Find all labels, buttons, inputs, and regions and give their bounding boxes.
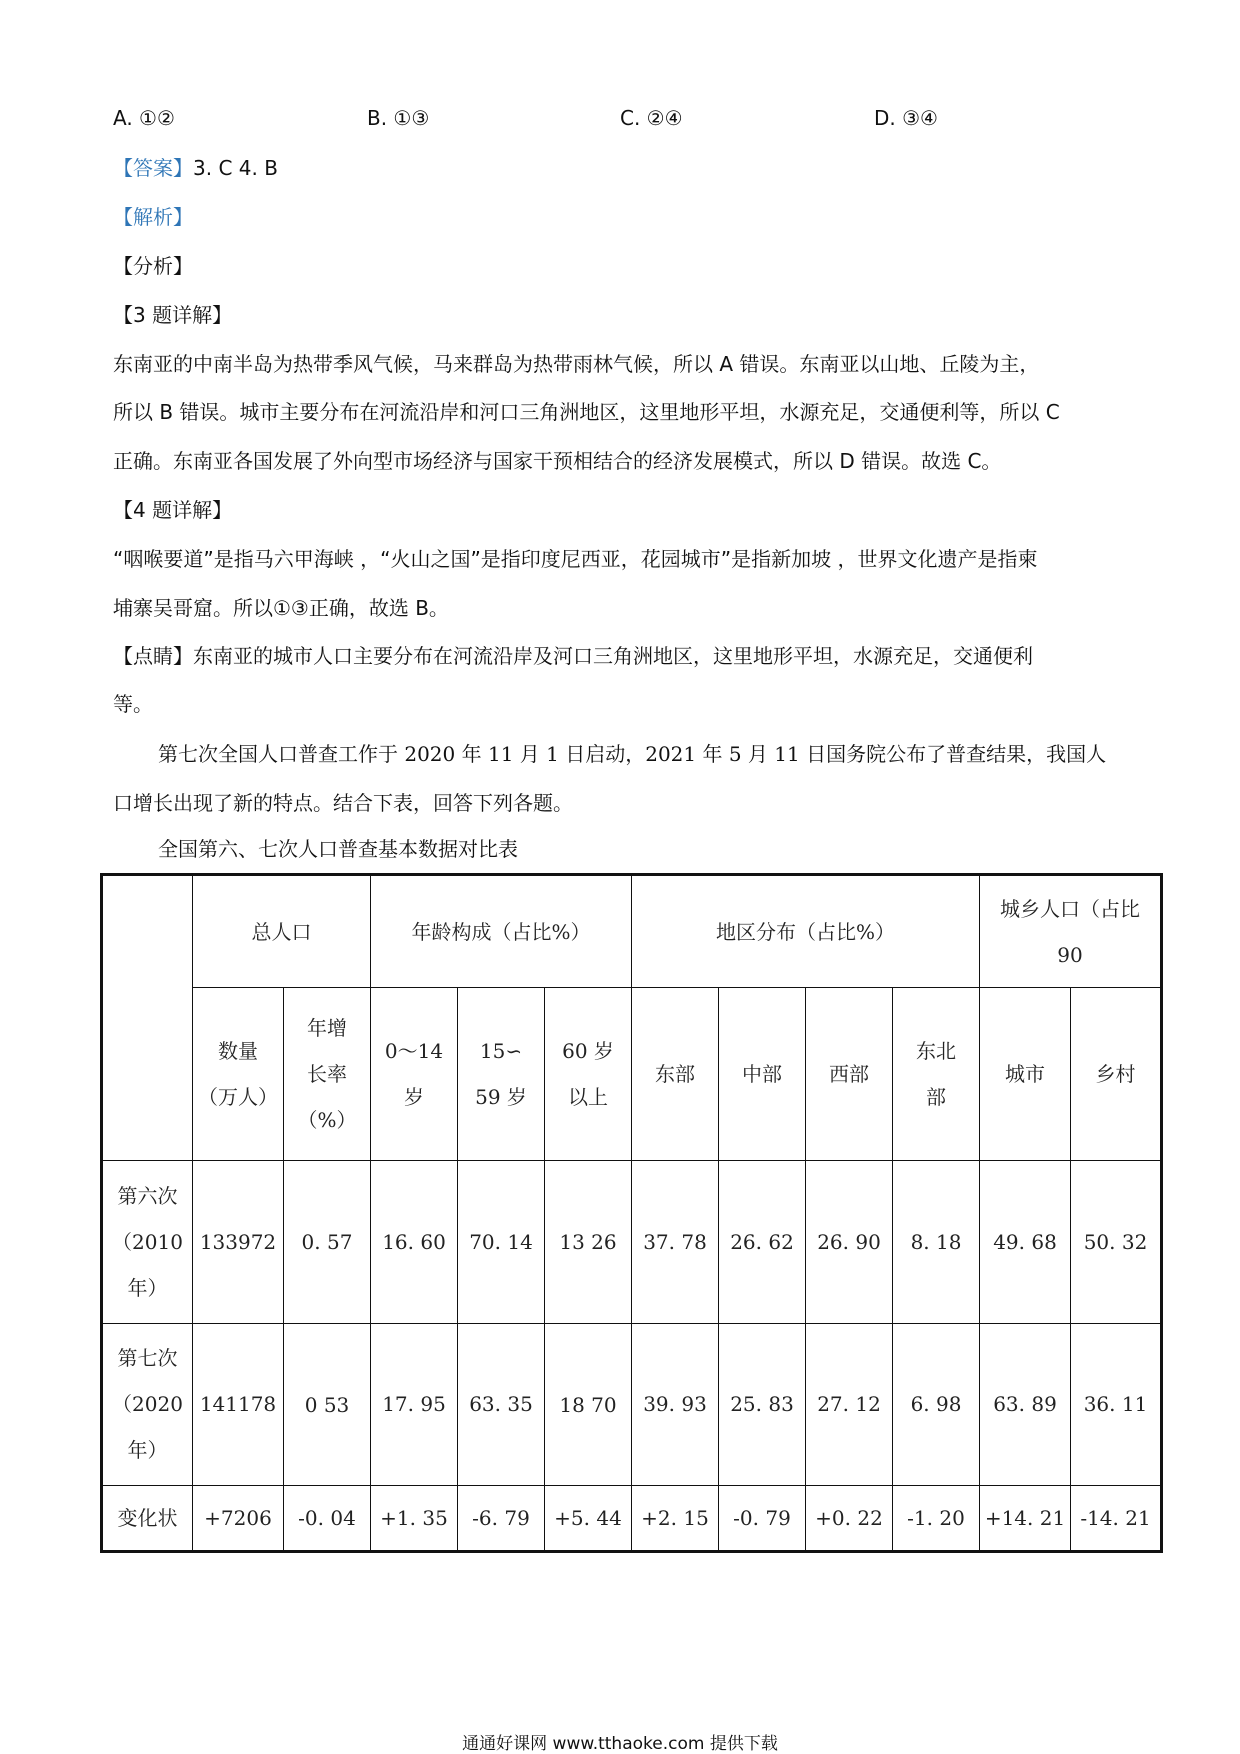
- cell-age-15-59: 63. 35: [458, 1323, 545, 1485]
- option-c: C. ②④: [620, 106, 683, 130]
- header-urban: [980, 875, 1162, 988]
- answer-text: 3. C 4. B: [193, 156, 278, 180]
- table-caption: 全国第六、七次人口普查基本数据对比表: [158, 837, 518, 861]
- row-label-line-2: （2020: [112, 1392, 183, 1417]
- cell-age-0-14: 17. 95: [371, 1323, 458, 1485]
- header-age-0-14: [371, 988, 458, 1161]
- cell-age-60-plus: +5. 44: [545, 1485, 632, 1551]
- jiexi-label: 【解析】: [113, 205, 193, 229]
- header-age3-line-1: 60 岁: [562, 1039, 614, 1064]
- cell-count: 133972: [193, 1161, 284, 1323]
- cell-age-0-14: +1. 35: [371, 1485, 458, 1551]
- cell-central: 26. 62: [719, 1161, 806, 1323]
- row-label-line-2: （2010: [112, 1230, 183, 1255]
- header-count: [193, 988, 284, 1161]
- q3-line-3: 正确。东南亚各国发展了外向型市场经济与国家干预相结合的经济发展模式，所以 D 错误。故选 C。: [113, 449, 1002, 473]
- q4-title: 【4 题详解】: [113, 498, 233, 522]
- header-central: 中部: [719, 988, 806, 1161]
- cell-age-60-plus: 13 26: [545, 1161, 632, 1323]
- cell-central: -0. 79: [719, 1485, 806, 1551]
- header-age1-line-1: 0～14: [384, 1039, 444, 1064]
- header-ne-line-1: 东北: [916, 1039, 956, 1064]
- header-west: 西部: [806, 988, 893, 1161]
- cell-rate: 0. 57: [284, 1161, 371, 1323]
- cell-count: 141178: [193, 1323, 284, 1485]
- table-row: [102, 1323, 1162, 1485]
- dianjing-line-1: 【点睛】东南亚的城市人口主要分布在河流沿岸及河口三角洲地区，这里地形平坦，水源充足，交通便利: [113, 644, 1033, 668]
- cell-age-15-59: -6. 79: [458, 1485, 545, 1551]
- cell-east: 39. 93: [632, 1323, 719, 1485]
- cell-west: +0. 22: [806, 1485, 893, 1551]
- q4-line-1: “咽喉要道”是指马六甲海峡 ，“火山之国”是指印度尼西亚，花园城市”是指新加坡 ，世界文化遗产是指柬: [113, 547, 1038, 571]
- cell-northeast: -1. 20: [893, 1485, 980, 1551]
- header-northeast: [893, 988, 980, 1161]
- intro-line-1: 第七次全国人口普查工作于 2020 年 11 月 1 日启动，2021 年 5 月 11 日国务院公布了普查结果，我国人: [158, 742, 1107, 766]
- cell-count: +7206: [193, 1485, 284, 1551]
- cell-city: 49. 68: [980, 1161, 1071, 1323]
- header-age1-line-2: 岁: [404, 1085, 424, 1110]
- option-b: B. ①③: [367, 106, 430, 130]
- fenxi-label: 【分析】: [113, 254, 193, 278]
- q3-line-2: 所以 B 错误。城市主要分布在河流沿岸和河口三角洲地区，这里地形平坦，水源充足，交通便利等，所以 C: [113, 400, 1060, 424]
- cell-city: +14. 21: [980, 1485, 1071, 1551]
- cell-rate: -0. 04: [284, 1485, 371, 1551]
- cell-city: 63. 89: [980, 1323, 1071, 1485]
- header-count-line-2: （万人）: [198, 1085, 278, 1110]
- header-region: 地区分布（占比%）: [632, 875, 980, 988]
- option-a: A. ①②: [113, 106, 175, 130]
- row-label-change: 变化状: [102, 1485, 193, 1551]
- cell-rate: 0 53: [284, 1323, 371, 1485]
- header-total: 总人口: [193, 875, 371, 988]
- page-footer: 通通好课网 www.tthaoke.com 提供下载: [462, 1734, 778, 1754]
- cell-rural: -14. 21: [1071, 1485, 1162, 1551]
- table-sub-header-row: [102, 988, 1162, 1161]
- header-age: 年龄构成（占比%）: [371, 875, 632, 988]
- header-age2-line-2: 59 岁: [475, 1085, 527, 1110]
- cell-age-15-59: 70. 14: [458, 1161, 545, 1323]
- q4-line-2: 埔寨吴哥窟。所以①③正确，故选 B。: [113, 596, 449, 620]
- row-label-line-1: 第六次: [117, 1184, 178, 1209]
- row-label-line-3: 年）: [127, 1276, 168, 1301]
- header-age3-line-2: 以上: [568, 1085, 608, 1110]
- header-age-60-plus: [545, 988, 632, 1161]
- cell-west: 27. 12: [806, 1323, 893, 1485]
- header-rate-line-2: 长率: [307, 1062, 347, 1087]
- q3-title: 【3 题详解】: [113, 303, 233, 327]
- header-age-15-59: [458, 988, 545, 1161]
- row-label-sixth: [102, 1161, 193, 1323]
- q3-line-1: 东南亚的中南半岛为热带季风气候，马来群岛为热带雨林气候，所以 A 错误。东南亚以山地、丘陵为主，: [113, 352, 1040, 376]
- cell-age-60-plus: 18 70: [545, 1323, 632, 1485]
- cell-east: 37. 78: [632, 1161, 719, 1323]
- header-urban-line-2: 90: [1057, 942, 1083, 967]
- cell-central: 25. 83: [719, 1323, 806, 1485]
- cell-rural: 50. 32: [1071, 1161, 1162, 1323]
- cell-northeast: 6. 98: [893, 1323, 980, 1485]
- header-rate-line-1: 年增: [307, 1016, 347, 1041]
- cell-west: 26. 90: [806, 1161, 893, 1323]
- cell-northeast: 8. 18: [893, 1161, 980, 1323]
- dianjing-line-2: 等。: [113, 692, 153, 716]
- row-label-seventh: [102, 1323, 193, 1485]
- cell-age-0-14: 16. 60: [371, 1161, 458, 1323]
- cell-rural: 36. 11: [1071, 1323, 1162, 1485]
- table-group-header-row: [102, 875, 1162, 988]
- header-ne-line-2: 部: [926, 1085, 946, 1110]
- answer-label: 【答案】: [113, 156, 193, 180]
- table-row: [102, 1161, 1162, 1323]
- cell-east: +2. 15: [632, 1485, 719, 1551]
- row-label-line-1: 第七次: [117, 1346, 178, 1371]
- option-d: D. ③④: [874, 106, 938, 130]
- header-rate-line-3: （%）: [297, 1108, 357, 1133]
- intro-line-2: 口增长出现了新的特点。结合下表，回答下列各题。: [113, 791, 573, 815]
- answer-line: [113, 154, 278, 182]
- header-east: 东部: [632, 988, 719, 1161]
- header-count-line-1: 数量: [218, 1039, 258, 1064]
- table-row: [102, 1485, 1162, 1551]
- table-corner-cell: [102, 875, 193, 1161]
- header-city: 城市: [980, 988, 1071, 1161]
- header-age2-line-1: 15∽: [479, 1039, 523, 1064]
- header-rate: [284, 988, 371, 1161]
- header-urban-line-1: 城乡人口（占比: [1000, 896, 1141, 921]
- census-table: [100, 873, 1163, 1553]
- row-label-line-3: 年）: [127, 1438, 168, 1463]
- header-rural: 乡村: [1071, 988, 1162, 1161]
